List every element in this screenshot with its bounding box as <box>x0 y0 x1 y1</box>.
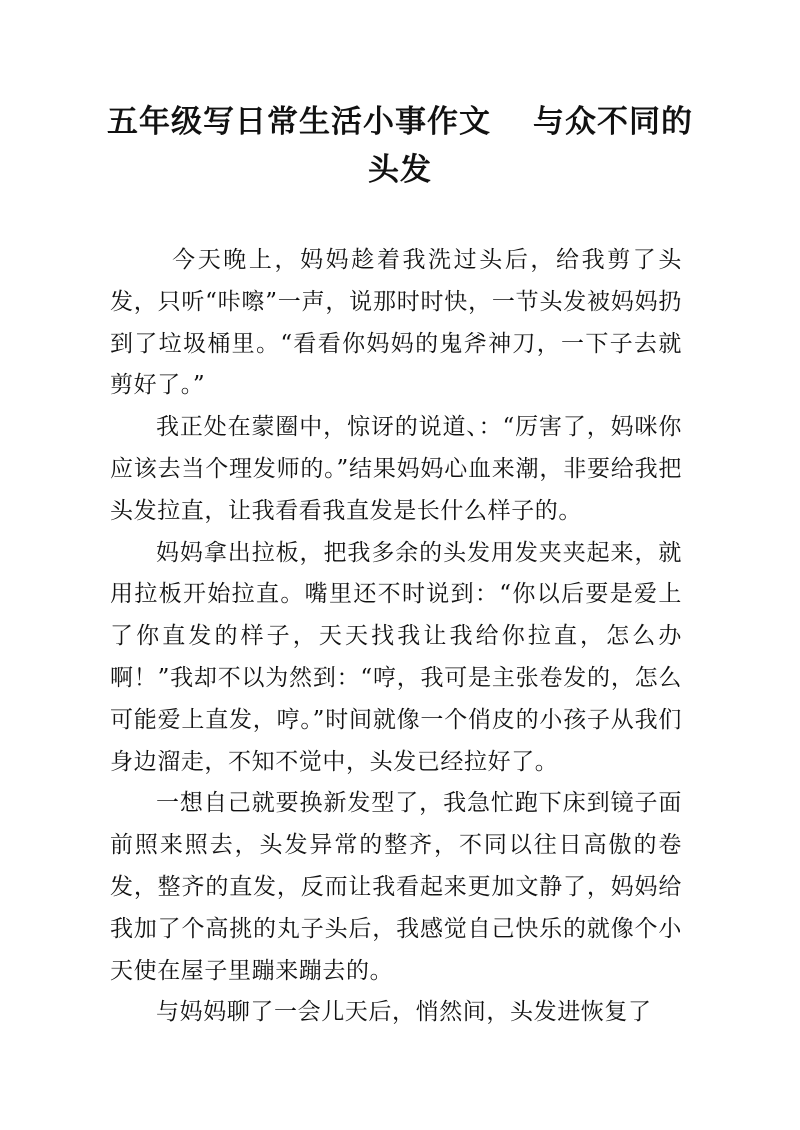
paragraph-2: 我正处在蒙圈中，惊讶的说道、：“厉害了，妈咪你应该去当个理发师的。”结果妈妈心血来潮，非要给我把头发拉直，让我看看我直发是长什么样子的。 <box>110 414 682 524</box>
paragraph-3: 妈妈拿出拉板，把我多余的头发用发夹夹起来，就用拉板开始拉直。嘴里还不时说到：“你以后要是爱上了你直发的样子，天天找我让我给你拉直，怎么办啊！”我却不以为然到：“哼，我可是主张卷发的，怎么可能爱上直发，哼。”时间就像一个俏皮的小孩子从我们身边溜走，不知不觉中，头发已经拉好了。 <box>110 539 682 775</box>
paragraph-5: 与妈妈聊了一会儿天后，悄然间，头发进恢复了 <box>156 999 652 1026</box>
title-part-1: 五年级写日常生活小事作文 <box>107 104 491 140</box>
title-part-2: 与众不同的头发 <box>368 104 693 188</box>
document-title <box>100 98 700 194</box>
paragraph-4: 一想自己就要换新发型了，我急忙跑下床到镜子面前照来照去，头发异常的整齐，不同以往日高傲的卷发，整齐的直发，反而让我看起来更加文静了，妈妈给我加了个高挑的丸子头后，我感觉自己快乐的就像个小天使在屋子里蹦来蹦去的。 <box>110 790 682 984</box>
paragraph-1: 今天晚上，妈妈趁着我洗过头后，给我剪了头发，只听“咔嚓”一声，说那时时快，一节头发被妈妈扔到了垃圾桶里。“看看你妈妈的鬼斧神刀，一下子去就剪好了。” <box>110 247 682 399</box>
document-body <box>110 240 682 1034</box>
